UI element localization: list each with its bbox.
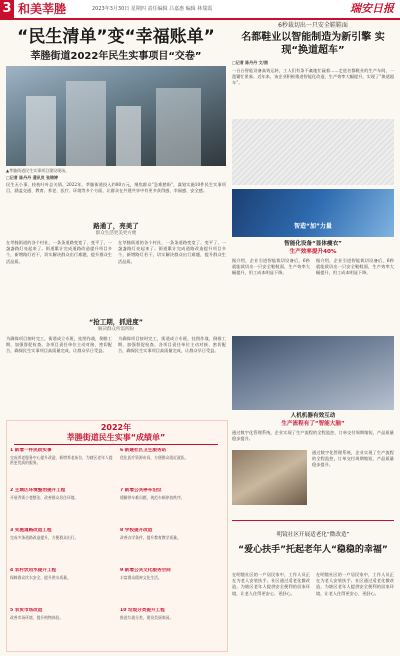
story3-body-col2: 在明镜社区的一户居民家中，工作人员正在为老人安装扶手。社区通过适老化微改造，为辖区老年人提供安全便利的居家环境，让老人住得更安心、更舒心。: [316, 572, 394, 596]
achievement-item-title: 7 新增公共停车泊位: [120, 488, 162, 493]
sub2-body-col2: 为确保项目按时完工，街道成立专班，挂图作战，倒排工期，加强督促检查。各项目责任单位主动对接、密切配合，确保民生实事项目高质量完成，让群众早日受益。: [118, 336, 226, 354]
sub2-title: “抢工期，抓进度”: [88, 318, 144, 326]
achievement-item: [120, 528, 226, 552]
mid1-subtitle: 生产效率提升40%: [289, 249, 337, 255]
issue-weekday: 星期四: [130, 6, 146, 12]
achievement-item-title: 4 农村饮用水提升工程: [10, 568, 57, 573]
achievement-item-body: 缓解停车难问题，规范车辆停放秩序。: [120, 494, 185, 500]
sub1-title: 路通了，亮美了: [93, 222, 139, 230]
achievement-title: 莘塍街道民生实事“成绩单”: [66, 433, 166, 442]
achievement-item-body: 完成养老服务中心提升改造，新增养老床位，为辖区老年人提供更优质的服务。: [10, 454, 113, 466]
right-intro: 一台台智能设备高效运转，工人们有条不紊地忙碌着……走进名都鞋业的生产车间，一派繁忙景象。近年来，该企业积极推进智能化改造，生产效率大幅提升，实现了“换道超车”。: [232, 68, 394, 86]
workshop-photo: [232, 336, 394, 410]
right-byline: □记者 陈丹丹 文/图: [232, 60, 269, 65]
lead-photo-caption: ▲莘塍街道民生实事项目建设现场。: [6, 168, 70, 173]
right-headline: 名都鞋业以智能制造为新引擎 实现“换道超车”: [241, 32, 385, 56]
achievement-item-body: 优化医疗资源布局，方便群众就近就医。: [120, 454, 189, 460]
achievement-item-body: 改善办学条件，提升教育教学质量。: [120, 534, 181, 540]
issue-date: 2023年3月30日: [92, 6, 130, 12]
sub1-body-col1: 在莘塍街道的各个村社，一条条道路变宽了、变平了，一盏盏路灯亮起来了。街道累计完成道路改造提升项目多个，新增路灯若干，切实解决群众出行难题，提升群众生活品质。: [6, 240, 112, 264]
achievement-item: [10, 488, 116, 512]
achievement-item: [10, 568, 116, 592]
mid1-title: 智能化设备“显体瘦衣”: [284, 241, 342, 247]
mid2-subtitle: 生产流程有了“智能大脑”: [281, 421, 345, 427]
right-headline3: “爱心扶手”托起老年人“稳稳的幸福”: [238, 545, 388, 555]
achievement-item-title: 10 垃圾分类提升工程: [120, 608, 165, 613]
achievement-item: [120, 488, 226, 512]
lead-intro: 民生无小事，枝枝叶叶总关情。2022年，莘塍街道投入约80万元，聚焦群众“急难愁盼”，谋划实施10件民生实事项目，涵盖交通、教育、养老、医疗、环境等多个方面，让群众在共建共享中有更多获得感、幸福感、安全感。: [6, 182, 226, 194]
newspaper-logo: 瑞安日报: [350, 2, 394, 15]
achievement-item-body: 丰富群众精神文化生活。: [120, 574, 162, 580]
achievement-item: [120, 568, 226, 592]
elderly-photo: [232, 450, 307, 505]
achievement-item-body: 开展背街小巷整治，改善群众居住环境。: [10, 494, 79, 500]
achievement-item: [120, 448, 226, 472]
achievement-item-title: 3 实施道路改造工程: [10, 528, 52, 533]
page-header: [0, 0, 400, 20]
section-title: 和美莘塍: [18, 2, 67, 16]
achievement-item: [10, 608, 116, 632]
sub2-subtitle: 解决群众所需所盼: [98, 327, 134, 332]
achievement-item-body: 完成多条道路改造提升，方便群众出行。: [10, 534, 79, 540]
photo2-caption: 智造“加”力量: [294, 223, 332, 230]
page-editor: 责任编辑 吕嘉惠: [147, 6, 185, 12]
lead-photo: [6, 66, 226, 166]
right-kicker: 6秒裁切出一只安全鞋鞋面: [278, 22, 348, 29]
sub2-body-col1: 为确保项目按时完工，街道成立专班，挂图作战，倒排工期，加强督促检查。各项目责任单位主动对接、密切配合，确保民生实事项目高质量完成，让群众早日受益。: [6, 336, 112, 354]
page-designer: 编辑 林瑞霞: [185, 6, 213, 12]
mid1-body-col2: 据介绍，企业引进智能裁切设备后，6秒就能裁切出一只安全鞋鞋面，生产效率大幅提升，用工成本明显下降。: [316, 258, 394, 276]
achievement-item: [120, 608, 226, 632]
lead-subhead: 莘塍街道2022年民生实事项目“交卷”: [30, 51, 202, 62]
mid2-body-extra: 通过数字化管理系统，企业实现了生产流程的全程监控，订单交付周期缩短，产品质量稳步提升。: [312, 450, 394, 468]
achievement-item-title: 6 新建社区卫生服务站: [120, 448, 167, 453]
achievement-item-title: 8 学校提升改造: [120, 528, 153, 533]
achievement-item-body: 改善市场环境，提升购物体验。: [10, 614, 64, 620]
achievement-item-title: 9 新增公共文化服务空间: [120, 568, 171, 573]
page-number: 3: [0, 0, 14, 18]
smart-manufacturing-photo: [232, 189, 394, 237]
achievement-item-title: 5 农贸市场改造: [10, 608, 43, 613]
factory-illustration: [232, 119, 394, 185]
right-kicker2: 明镜社区开展适老化“微改造”: [276, 532, 350, 538]
sub1-body-col2: 在莘塍街道的各个村社，一条条道路变宽了、变平了，一盏盏路灯亮起来了。街道累计完成道路改造提升项目多个，新增路灯若干，切实解决群众出行难题，提升群众生活品质。: [118, 240, 226, 264]
achievement-item-body: 推进垃圾分类，建设美丽家园。: [120, 614, 174, 620]
achievement-year: 2022年: [100, 423, 132, 432]
mid2-body: 通过数字化管理系统，企业实现了生产流程的全程监控，订单交付周期缩短，产品质量稳步提升。: [232, 430, 394, 442]
achievement-item-title: 2 主城区环境整治提升工程: [10, 488, 66, 493]
mid1-body-col1: 据介绍，企业引进智能裁切设备后，6秒就能裁切出一只安全鞋鞋面，生产效率大幅提升，用工成本明显下降。: [232, 258, 310, 276]
mid2-title: 人机机器有效互动: [290, 413, 336, 419]
lead-headline: “民生清单”变“幸福账单”: [17, 27, 215, 47]
header-meta: [92, 4, 212, 14]
achievement-item-body: 保障群众饮水安全，提升供水质量。: [10, 574, 71, 580]
achievement-item: [10, 528, 116, 552]
achievement-item: [10, 448, 116, 472]
story3-body-col1: 在明镜社区的一户居民家中，工作人员正在为老人安装扶手。社区通过适老化微改造，为辖区老年人提供安全便利的居家环境，让老人住得更安心、更舒心。: [232, 572, 310, 596]
achievement-item-title: 1 新增一件民政实事: [10, 448, 52, 453]
lead-byline: □记者 陈丹丹 通讯员 张锦婷: [6, 175, 58, 180]
sub1-subtitle: 群众生活更美更方便: [95, 231, 137, 236]
